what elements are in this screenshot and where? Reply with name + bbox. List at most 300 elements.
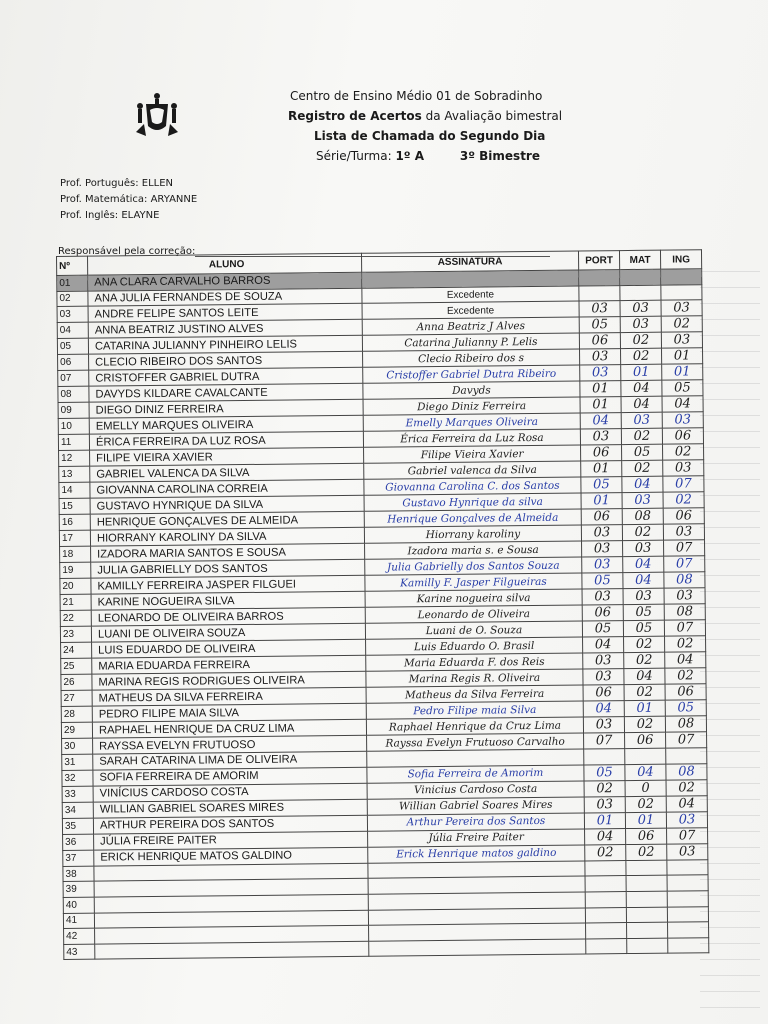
row-number <box>63 913 94 929</box>
grade-ing-text: 02 <box>678 780 695 796</box>
grade-port-text: 04 <box>592 413 610 429</box>
row-number <box>60 610 91 626</box>
grade-ing-text: 02 <box>676 636 694 652</box>
grade-port <box>585 860 626 876</box>
student-name-text: VINÍCIUS CARDOSO COSTA <box>99 786 249 800</box>
student-name <box>95 941 369 959</box>
table-body <box>57 269 709 960</box>
grade-ing <box>663 508 704 524</box>
row-number <box>61 674 92 690</box>
student-name-text: JULIA GABRIELLY DOS SANTOS <box>97 562 268 577</box>
grade-ing <box>663 476 704 492</box>
grade-mat <box>622 508 663 524</box>
grade-mat-text: 04 <box>633 380 650 397</box>
row-number-text: 22 <box>62 613 74 625</box>
row-number-text: 29 <box>63 725 76 737</box>
grade-ing-text: 03 <box>675 524 693 540</box>
grade-mat <box>626 891 667 907</box>
row-number-text: 43 <box>66 946 78 958</box>
student-signature-text: Davyds <box>452 384 491 397</box>
grade-port-text: 05 <box>591 317 609 333</box>
grade-mat <box>620 332 661 348</box>
row-number <box>62 786 93 802</box>
header-student: ALUNO <box>88 253 362 275</box>
grade-mat-text: 02 <box>632 348 650 365</box>
student-signature-text: Clecio Ribeiro dos s <box>418 351 525 365</box>
grade-port <box>579 285 620 301</box>
grade-port-text: 06 <box>592 445 610 461</box>
grade-mat-text: 02 <box>635 636 653 653</box>
grade-port <box>581 477 622 493</box>
grade-port <box>579 317 620 333</box>
grade-port-text: 06 <box>595 685 612 701</box>
student-signature <box>369 939 586 957</box>
grade-mat-text: 01 <box>636 700 654 717</box>
student-signature-text: Sofia Ferreira de Amorim <box>407 767 544 781</box>
row-number-text: 01 <box>59 277 71 289</box>
grade-ing <box>664 556 705 572</box>
grade-mat <box>626 860 667 876</box>
grade-mat-text: 01 <box>637 812 655 828</box>
grade-ing <box>663 524 704 540</box>
row-number-text: 06 <box>60 357 72 369</box>
row-number-text: 12 <box>61 453 73 465</box>
student-name-text: ÉRICA FERREIRA DA LUZ ROSA <box>95 434 266 449</box>
grade-ing <box>667 827 708 843</box>
row-number <box>59 514 90 530</box>
row-number-text: 03 <box>59 309 71 321</box>
grade-mat-text: 04 <box>637 764 654 780</box>
student-name-text: SOFIA FERREIRA DE AMORIM <box>99 770 259 784</box>
student-signature-text: Vinicius Cardoso Costa <box>413 783 538 797</box>
header-port: PORT <box>578 251 619 270</box>
grade-ing-text: 03 <box>674 460 692 476</box>
grade-port <box>582 541 623 557</box>
row-number <box>59 498 90 514</box>
grade-port <box>580 413 621 429</box>
grade-mat <box>622 524 663 540</box>
row-number <box>62 818 93 834</box>
student-name-text: WILLIAN GABRIEL SOARES MIRES <box>99 801 285 816</box>
student-name-text: ANNA BEATRIZ JUSTINO ALVES <box>94 322 264 337</box>
grade-port <box>584 780 625 796</box>
grade-ing <box>665 636 706 652</box>
row-number-text: 28 <box>63 709 75 721</box>
row-number-text: 10 <box>60 421 72 433</box>
grade-ing <box>664 572 705 588</box>
student-name-text: GIOVANNA CAROLINA CORREIA <box>96 482 268 497</box>
grade-mat <box>620 316 661 332</box>
margin-lines <box>700 256 760 1016</box>
grade-ing <box>666 763 707 779</box>
grade-mat <box>623 620 664 636</box>
student-signature-text: Julia Gabrielly dos Santos Souza <box>386 559 560 574</box>
teachers-list <box>60 176 197 224</box>
student-name-text: IZADORA MARIA SANTOS E SOUSA <box>97 546 286 561</box>
student-signature-text: Hiorrany karoliny <box>425 527 521 541</box>
student-signature-text: Anna Beatriz J Alves <box>416 319 526 333</box>
grade-ing-text: 07 <box>678 828 696 844</box>
row-number-text: 13 <box>61 469 73 481</box>
grade-mat <box>620 285 661 301</box>
grade-mat-text: 02 <box>636 684 653 701</box>
row-number-text: 23 <box>62 629 75 641</box>
grade-port <box>584 796 625 812</box>
grade-mat-text: 02 <box>632 332 650 349</box>
grade-ing <box>661 332 702 348</box>
school-logo <box>132 92 182 138</box>
teacher-english: Prof. Inglês: ELAYNE <box>60 210 160 221</box>
student-signature-text: Willian Gabriel Soares Mires <box>398 799 553 813</box>
header-ing: ING <box>660 250 701 269</box>
student-signature-text: Cristoffer Gabriel Dutra Ribeiro <box>386 367 557 382</box>
grade-port-text: 05 <box>596 764 613 781</box>
student-signature-text: Rayssa Evelyn Frutuoso Carvalho <box>385 735 565 750</box>
student-name-text: RAYSSA EVELYN FRUTUOSO <box>99 738 256 753</box>
grade-ing <box>667 843 708 859</box>
grade-mat-text: 0 <box>641 780 650 796</box>
student-name-text: ERICK HENRIQUE MATOS GALDINO <box>100 849 293 864</box>
grade-port-text: 04 <box>595 701 613 717</box>
student-signature-text: Marina Regis R. Oliveira <box>408 671 541 686</box>
grade-ing-text: 03 <box>673 332 691 348</box>
grade-port <box>579 301 620 317</box>
grade-port-text: 03 <box>596 796 614 813</box>
grade-mat-text: 05 <box>635 620 653 637</box>
grade-ing-text: 03 <box>674 412 692 428</box>
row-number-text: 31 <box>64 756 76 768</box>
grade-mat-text: 04 <box>634 556 652 573</box>
grade-port-text: 04 <box>594 637 612 653</box>
grade-mat <box>625 764 666 780</box>
row-number-text: 36 <box>65 836 77 848</box>
grade-mat-text: 02 <box>636 716 654 733</box>
header-no: Nº <box>57 256 88 275</box>
row-number-text: 18 <box>62 549 74 561</box>
grade-mat <box>621 364 662 380</box>
row-number <box>61 642 92 658</box>
row-number <box>57 322 88 338</box>
grade-mat-text: 04 <box>635 572 652 589</box>
grade-mat-text: 03 <box>635 588 652 605</box>
grade-port-text: 03 <box>593 541 611 557</box>
grade-ing <box>661 284 702 300</box>
grade-ing <box>663 460 704 476</box>
student-signature-text: Henrique Gonçalves de Almeida <box>387 511 559 526</box>
grade-port-text: 03 <box>594 653 612 669</box>
grade-port <box>584 749 625 765</box>
grade-ing-text: 07 <box>677 732 695 748</box>
grade-port <box>581 509 622 525</box>
student-name-text: GABRIEL VALENCA DA SILVA <box>96 466 250 481</box>
grade-port <box>583 637 624 653</box>
grade-port <box>585 844 626 860</box>
row-number <box>62 770 93 786</box>
grade-port-text: 06 <box>591 333 609 349</box>
grade-ing-text: 03 <box>678 812 696 828</box>
grade-ing-text: 03 <box>673 300 690 316</box>
row-number <box>62 802 93 818</box>
document-header <box>280 86 580 166</box>
grade-port-text: 06 <box>593 509 611 525</box>
grade-port-text: 01 <box>596 812 614 829</box>
grade-ing <box>661 269 702 285</box>
grade-port <box>584 812 625 828</box>
grade-ing <box>665 684 706 700</box>
student-signature-text: Érica Ferreira da Luz Rosa <box>400 431 544 446</box>
student-name-text: SARAH CATARINA LIMA DE OLIVEIRA <box>99 753 298 769</box>
grade-port <box>582 589 623 605</box>
grade-ing-text: 07 <box>675 556 693 572</box>
grade-port-text: 07 <box>595 733 613 749</box>
grade-ing <box>664 620 705 636</box>
grade-ing-text: 08 <box>678 764 695 780</box>
grade-mat <box>623 540 664 556</box>
header-signature: ASSINATURA <box>361 251 578 272</box>
grade-mat-text: 04 <box>636 668 653 685</box>
grade-port-text: 03 <box>593 557 611 573</box>
student-signature-text: Excedente <box>446 305 495 317</box>
grade-ing-text: 03 <box>678 844 696 860</box>
grade-ing <box>662 412 703 428</box>
student-name-text: ANA JULIA FERNANDES DE SOUZA <box>94 290 283 305</box>
row-number <box>57 338 88 354</box>
row-number <box>59 530 90 546</box>
row-number-text: 32 <box>64 772 76 784</box>
grade-port <box>582 573 623 589</box>
row-number-text: 17 <box>61 533 74 545</box>
grade-ing <box>666 811 707 827</box>
student-signature-text: Raphael Henrique da Cruz Lima <box>388 719 562 734</box>
row-number-text: 07 <box>60 373 72 385</box>
grade-mat-text: 02 <box>633 460 651 477</box>
grade-mat <box>624 636 665 652</box>
grade-ing <box>663 444 704 460</box>
grade-port <box>586 938 627 954</box>
grade-ing <box>662 428 703 444</box>
grade-ing <box>662 380 703 396</box>
row-number-text: 39 <box>65 883 77 896</box>
grade-ing <box>665 700 706 716</box>
row-number-text: 09 <box>60 405 72 417</box>
student-name-text: JÚLIA FREIRE PAITER <box>100 834 217 848</box>
grade-ing-text: 01 <box>673 348 691 364</box>
grade-port-text: 06 <box>594 605 612 621</box>
teacher-portuguese: Prof. Português: ELLEN <box>60 178 174 189</box>
grade-port <box>580 429 621 445</box>
grade-ing <box>667 906 708 922</box>
student-name-text: KAMILLY FERREIRA JASPER FILGUEI <box>97 578 297 593</box>
grade-mat-text: 02 <box>634 524 652 541</box>
grade-mat-text: 01 <box>632 364 650 381</box>
grade-port <box>584 733 625 749</box>
row-number-text: 20 <box>62 581 74 593</box>
student-signature-text: Excedente <box>446 289 495 301</box>
student-name-text: ARTHUR PEREIRA DOS SANTOS <box>99 818 275 832</box>
row-number <box>63 834 94 850</box>
row-number-text: 25 <box>63 661 75 673</box>
grade-port-text: 04 <box>596 828 614 845</box>
grade-mat-text: 02 <box>637 796 655 812</box>
student-signature-text: Izadora maria s. e Sousa <box>407 543 539 558</box>
row-number <box>59 482 90 498</box>
row-number <box>58 354 89 370</box>
grade-mat-text: 02 <box>633 428 651 445</box>
grade-port <box>583 685 624 701</box>
row-number-text: 40 <box>65 899 77 911</box>
student-signature-text: Catarina Julianny P. Lelis <box>404 335 538 350</box>
grade-port-text: 03 <box>591 349 609 365</box>
grade-mat-text: 03 <box>632 300 649 317</box>
grade-port-text: 05 <box>594 573 611 589</box>
grade-port <box>581 445 622 461</box>
grade-mat <box>625 796 666 812</box>
grade-port <box>580 365 621 381</box>
grade-ing-text: 07 <box>675 476 692 492</box>
grade-mat-text: 04 <box>633 396 650 413</box>
row-number-text: 08 <box>60 389 72 401</box>
row-number-text: 37 <box>65 852 77 864</box>
row-number-text: 35 <box>64 820 77 832</box>
grade-mat-text: 06 <box>637 828 655 844</box>
row-number-text: 34 <box>64 804 76 816</box>
row-number <box>62 754 93 770</box>
row-number <box>58 386 89 402</box>
grade-mat-text: 06 <box>636 732 654 749</box>
grade-ing <box>667 891 708 907</box>
row-number <box>58 434 89 450</box>
grade-port <box>580 397 621 413</box>
grade-ing <box>667 859 708 875</box>
grade-port-text: 03 <box>595 717 613 733</box>
grade-ing <box>665 652 706 668</box>
grade-mat <box>624 668 665 684</box>
grade-port-text: 03 <box>594 589 611 605</box>
grade-ing <box>664 604 705 620</box>
student-signature-text: Gustavo Hynrique da silva <box>402 495 543 510</box>
row-number-text: 24 <box>63 645 75 657</box>
grade-mat-text: 04 <box>634 476 651 493</box>
student-name-text: LUANI DE OLIVEIRA SOUZA <box>97 626 246 641</box>
grade-port <box>581 525 622 541</box>
grade-mat <box>626 876 667 892</box>
row-number-text: 14 <box>61 485 73 497</box>
school-name: Centro de Ensino Médio 01 de Sobradinho <box>290 89 543 103</box>
student-name-text: HIORRANY KAROLINY DA SILVA <box>96 530 267 545</box>
student-signature-text: Matheus da Silva Ferreira <box>404 687 545 702</box>
row-number <box>58 418 89 434</box>
row-number <box>63 850 94 866</box>
row-number-text: 15 <box>61 501 73 513</box>
grade-mat <box>624 652 665 668</box>
grade-ing-text: 02 <box>675 492 692 508</box>
grade-mat <box>624 716 665 732</box>
student-name-text: CRISTOFFER GABRIEL DUTRA <box>95 370 260 385</box>
grade-mat <box>623 588 664 604</box>
row-number <box>58 370 89 386</box>
grade-port-text: 05 <box>593 477 610 493</box>
grade-mat <box>623 572 664 588</box>
row-number-text: 16 <box>61 517 73 529</box>
grade-ing <box>667 875 708 891</box>
grade-mat <box>621 396 662 412</box>
grade-port-text: 02 <box>596 844 614 861</box>
grade-mat-text: 08 <box>634 508 652 525</box>
student-signature-text: Gabriel valenca da Silva <box>407 463 537 478</box>
student-signature-text: Erick Henrique matos galdino <box>396 847 557 861</box>
student-signature-text: Leonardo de Oliveira <box>417 607 530 621</box>
row-number-text: 11 <box>60 437 72 449</box>
grade-port <box>585 907 626 923</box>
grade-mat-text: 03 <box>633 412 651 429</box>
student-name-text: DAVYDS KILDARE CAVALCANTE <box>95 386 268 401</box>
attendance-table <box>56 249 709 960</box>
row-number-text: 41 <box>65 915 78 927</box>
grade-port <box>582 621 623 637</box>
grade-port-text: 01 <box>592 461 610 477</box>
grade-ing <box>665 716 706 732</box>
grade-mat <box>622 476 663 492</box>
teacher-math: Prof. Matemática: ARYANNE <box>60 194 198 205</box>
student-name-text: RAPHAEL HENRIQUE DA CRUZ LIMA <box>98 722 295 737</box>
grade-ing-text: 01 <box>673 364 691 380</box>
student-name-text: EMELLY MARQUES OLIVEIRA <box>95 418 254 433</box>
grade-mat <box>624 700 665 716</box>
list-title: Lista de Chamada do Segundo Dia <box>314 129 546 143</box>
row-number-text: 21 <box>62 597 74 609</box>
row-number <box>60 546 91 562</box>
student-signature-text: Karine nogueira silva <box>416 591 531 605</box>
row-number-text: 27 <box>63 693 75 705</box>
grade-ing <box>662 396 703 412</box>
grade-ing-text: 04 <box>674 396 691 412</box>
row-number <box>60 562 91 578</box>
student-name-text: ANA CLARA CARVALHO BARROS <box>94 275 271 289</box>
grade-ing <box>668 922 709 938</box>
row-number-text: 19 <box>62 565 74 577</box>
grade-ing-text: 06 <box>675 508 693 524</box>
grade-mat <box>621 380 662 396</box>
grade-port-text: 03 <box>591 365 609 381</box>
grade-mat-text: 03 <box>634 540 652 557</box>
grade-mat <box>627 938 668 954</box>
grade-port <box>585 876 626 892</box>
grade-port-text: 02 <box>596 780 613 797</box>
grade-ing-text: 03 <box>676 588 693 604</box>
grade-mat <box>621 412 662 428</box>
student-signature-text: Luani de O. Souza <box>425 623 523 637</box>
grade-ing-text: 04 <box>676 652 694 668</box>
grade-mat <box>626 907 667 923</box>
grade-mat-text: 05 <box>633 444 651 461</box>
grade-port-text: 03 <box>592 429 610 445</box>
grade-ing-text: 05 <box>677 700 695 716</box>
grade-port <box>585 892 626 908</box>
grade-ing <box>665 668 706 684</box>
grade-port <box>585 828 626 844</box>
row-number <box>57 275 88 291</box>
grade-port-text: 03 <box>593 525 611 541</box>
grade-ing <box>666 779 707 795</box>
grade-ing-text: 08 <box>676 572 693 588</box>
grade-port-text: 01 <box>593 493 610 509</box>
row-number <box>58 402 89 418</box>
student-signature-text: Maria Eduarda F. dos Reis <box>403 655 545 670</box>
student-name-text: LUIS EDUARDO DE OLIVEIRA <box>98 642 256 657</box>
grade-ing-text: 07 <box>676 620 694 636</box>
row-number <box>62 738 93 754</box>
grade-ing-text: 02 <box>677 668 694 684</box>
